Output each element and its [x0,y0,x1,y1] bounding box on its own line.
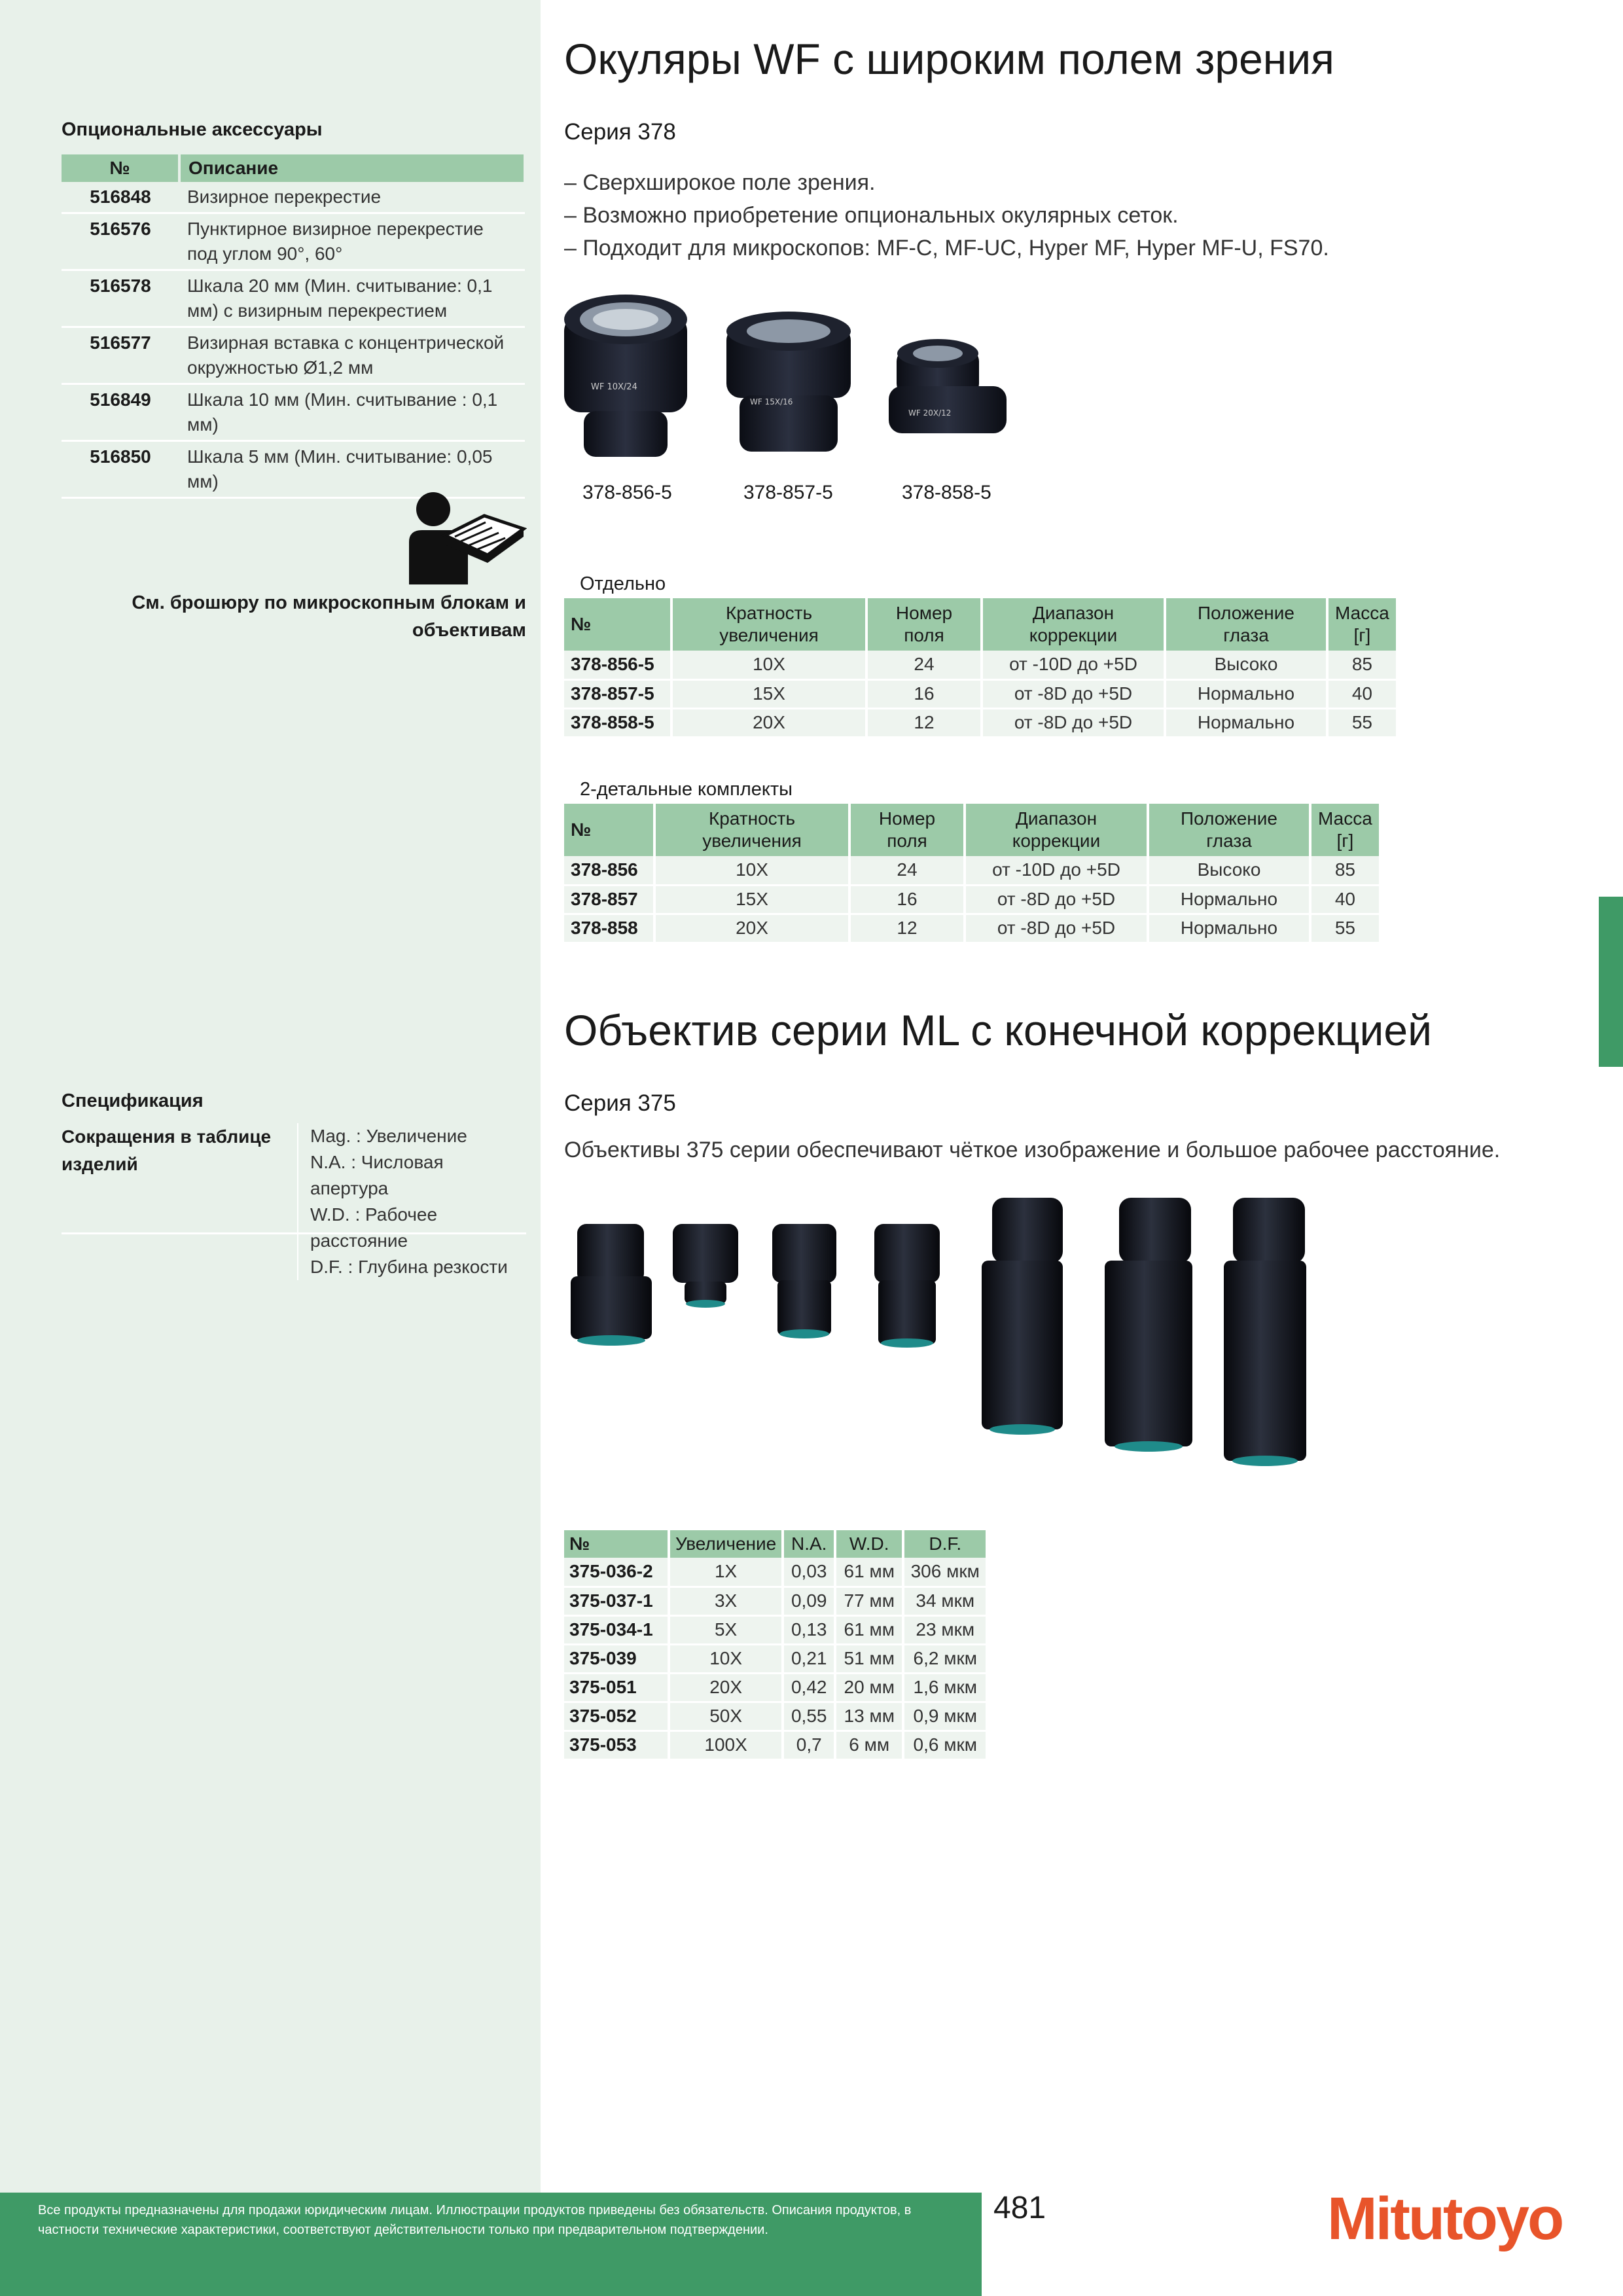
cell-magnification: 10X [669,1644,783,1673]
col-field-number: Номер поля [866,598,982,651]
table-row [564,1615,987,1644]
cell-wd: 61 мм [835,1615,903,1644]
cell-number: 375-037-1 [564,1587,669,1615]
image-label: 378-858-5 [902,482,991,503]
cell-magnification: 20X [669,1673,783,1702]
col-mass: Масса [г] [1310,804,1380,856]
cell-magnification: 15X [671,679,866,708]
cell-magnification: 10X [654,856,849,885]
cell-number: 375-052 [564,1702,669,1731]
eyepieces-image [562,288,1020,471]
cell-field-number: 12 [866,708,982,737]
cell-mass: 55 [1310,914,1380,942]
cell-correction-range: от -10D до +5D [982,651,1165,679]
cell-eye-position: Высоко [1148,856,1310,885]
cell-eye-position: Нормально [1165,679,1327,708]
eyepieces-title: Окуляры WF с широким полем зрения [564,35,1334,83]
cell-mass: 40 [1310,885,1380,914]
page-number: 481 [993,2191,1046,2225]
abbreviation-item: D.F. : Глубина резкости [310,1257,508,1277]
eyepieces-features [564,166,1329,264]
cell-mass: 40 [1327,679,1397,708]
cell-wd: 77 мм [835,1587,903,1615]
col-number: № [564,598,671,651]
accessories-table-header [62,154,525,182]
cell-number: 375-034-1 [564,1615,669,1644]
cell-mass: 55 [1327,708,1397,737]
brochure-reference-text: См. брошюру по микроскопным блокам и объективам [132,592,526,641]
cell-field-number: 16 [849,885,965,914]
cell-eye-position: Нормально [1148,914,1310,942]
col-magnification: Увеличение [669,1530,783,1558]
eyepiece-marking-15x: WF 15X/16 [750,397,793,406]
cell-magnification: 1X [669,1558,783,1587]
single-table-title: Отдельно [580,573,666,594]
accessory-description: Шкала 10 мм (Мин. считывание : 0,1 мм) [179,384,525,441]
sets-table-title: 2-детальные комплекты [580,779,793,800]
table-row [564,1731,987,1759]
cell-number: 378-856 [564,856,654,885]
accessory-number: 516576 [62,213,179,270]
table-header-row [564,598,1397,651]
cell-number: 375-053 [564,1731,669,1759]
objectives-title: Объектив серии ML с конечной коррекцией [564,1006,1432,1054]
image-label: 378-856-5 [582,482,672,503]
abbreviation-item: W.D. : Рабочее расстояние [310,1204,438,1251]
accessories-heading: Опциональные аксессуары [62,119,323,140]
cell-number: 378-858 [564,914,654,942]
cell-na: 0,42 [783,1673,835,1702]
abbreviations-label: Сокращения в таблице изделий [62,1126,272,1174]
col-magnification: Кратность увеличения [654,804,849,856]
table-row [564,1702,987,1731]
cell-na: 0,09 [783,1587,835,1615]
cell-number: 378-856-5 [564,651,671,679]
objectives-description: Объективы 375 серии обеспечивают чёткое изображение и большое рабочее расстояние. [564,1138,1501,1162]
col-correction-range: Диапазон коррекции [965,804,1148,856]
cell-na: 0,55 [783,1702,835,1731]
cell-magnification: 100X [669,1731,783,1759]
objectives-image [569,1198,1315,1473]
list-item: – Возможно приобретение опциональных окулярных сеток. [564,199,1329,232]
accessory-description: Шкала 5 мм (Мин. считывание: 0,05 мм) [179,441,525,498]
cell-wd: 6 мм [835,1731,903,1759]
cell-magnification: 10X [671,651,866,679]
cell-number: 375-051 [564,1673,669,1702]
eyepieces-sets-table [564,804,1382,944]
table-row [564,1558,987,1587]
cell-magnification: 20X [671,708,866,737]
col-number: № [564,804,654,856]
eyepieces-single-table [564,598,1399,738]
cell-wd: 61 мм [835,1558,903,1587]
accessory-description: Шкала 20 мм (Мин. считывание: 0,1 мм) с визирным перекрестием [179,270,525,327]
table-row [564,651,1397,679]
col-eye-position: Положение глаза [1148,804,1310,856]
list-item: – Сверхширокое поле зрения. [564,166,1329,199]
table-row [564,1587,987,1615]
cell-na: 0,21 [783,1644,835,1673]
table-row [62,384,525,441]
cell-df: 306 мкм [903,1558,987,1587]
accessory-description: Пунктирное визирное перекрестие под углом 90°, 60° [179,213,525,270]
col-number: № [564,1530,669,1558]
table-row [62,182,525,213]
table-row [564,679,1397,708]
cell-field-number: 24 [866,651,982,679]
cell-wd: 13 мм [835,1702,903,1731]
table-row [62,270,525,327]
abbreviations-list [297,1123,526,1280]
cell-correction-range: от -8D до +5D [965,914,1148,942]
col-magnification: Кратность увеличения [671,598,866,651]
cell-df: 23 мкм [903,1615,987,1644]
cell-field-number: 12 [849,914,965,942]
cell-field-number: 16 [866,679,982,708]
reading-brochure-icon [406,490,527,584]
cell-wd: 51 мм [835,1644,903,1673]
table-row [62,327,525,384]
abbreviations-box [62,1123,526,1277]
cell-wd: 20 мм [835,1673,903,1702]
cell-df: 0,9 мкм [903,1702,987,1731]
section-tab-marker [1599,897,1623,1067]
eyepieces-series: Серия 378 [564,119,676,145]
accessory-description: Визирная вставка с концентрической окружностью Ø1,2 мм [179,327,525,384]
cell-field-number: 24 [849,856,965,885]
eyepiece-marking-20x: WF 20X/12 [908,408,952,418]
cell-number: 375-039 [564,1644,669,1673]
col-na: N.A. [783,1530,835,1558]
accessory-number: 516848 [62,182,179,213]
accessories-col-number: № [62,154,179,182]
cell-correction-range: от -8D до +5D [965,885,1148,914]
col-wd: W.D. [835,1530,903,1558]
eyepiece-marking-10x: WF 10X/24 [591,382,637,392]
table-row [564,914,1380,942]
objectives-series: Серия 375 [564,1090,676,1116]
cell-number: 378-858-5 [564,708,671,737]
list-item: – Подходит для микроскопов: MF-C, MF-UC, Hyper MF, Hyper MF-U, FS70. [564,232,1329,264]
objectives-table [564,1530,988,1761]
cell-magnification: 15X [654,885,849,914]
spec-heading: Спецификация [62,1090,204,1111]
cell-na: 0,7 [783,1731,835,1759]
table-row [564,708,1397,737]
cell-magnification: 50X [669,1702,783,1731]
accessories-table [62,154,526,499]
cell-na: 0,03 [783,1558,835,1587]
cell-correction-range: от -10D до +5D [965,856,1148,885]
cell-df: 34 мкм [903,1587,987,1615]
table-row [564,856,1380,885]
table-header-row [564,804,1380,856]
accessory-number: 516849 [62,384,179,441]
col-field-number: Номер поля [849,804,965,856]
cell-number: 375-036-2 [564,1558,669,1587]
col-eye-position: Положение глаза [1165,598,1327,651]
accessory-number: 516578 [62,270,179,327]
cell-eye-position: Нормально [1165,708,1327,737]
accessory-description: Визирное перекрестие [179,182,525,213]
accessories-col-description: Описание [179,154,525,182]
col-mass: Масса [г] [1327,598,1397,651]
col-df: D.F. [903,1530,987,1558]
accessory-number: 516850 [62,441,179,498]
cell-correction-range: от -8D до +5D [982,708,1165,737]
cell-df: 6,2 мкм [903,1644,987,1673]
cell-df: 1,6 мкм [903,1673,987,1702]
cell-eye-position: Нормально [1148,885,1310,914]
table-row [62,213,525,270]
table-header-row [564,1530,987,1558]
abbreviation-item: N.A. : Числовая апертура [310,1152,444,1198]
cell-magnification: 3X [669,1587,783,1615]
cell-number: 378-857-5 [564,679,671,708]
col-correction-range: Диапазон коррекции [982,598,1165,651]
footer-disclaimer: Все продукты предназначены для продажи юридическим лицам. Иллюстрации продуктов приведены без обязательств. Описания продуктов, в частности технические характеристики, соответствуют действительности только при предварительном подтверждении. [38,2203,912,2237]
accessory-number: 516577 [62,327,179,384]
cell-na: 0,13 [783,1615,835,1644]
cell-eye-position: Высоко [1165,651,1327,679]
cell-df: 0,6 мкм [903,1731,987,1759]
cell-mass: 85 [1327,651,1397,679]
table-row [564,1673,987,1702]
mitutoyo-logo: Mitutoyo [1327,2185,1563,2252]
cell-correction-range: от -8D до +5D [982,679,1165,708]
cell-mass: 85 [1310,856,1380,885]
cell-magnification: 5X [669,1615,783,1644]
image-label: 378-857-5 [743,482,833,503]
cell-number: 378-857 [564,885,654,914]
cell-magnification: 20X [654,914,849,942]
abbreviation-item: Mag. : Увеличение [310,1126,467,1146]
table-row [564,885,1380,914]
table-row [564,1644,987,1673]
